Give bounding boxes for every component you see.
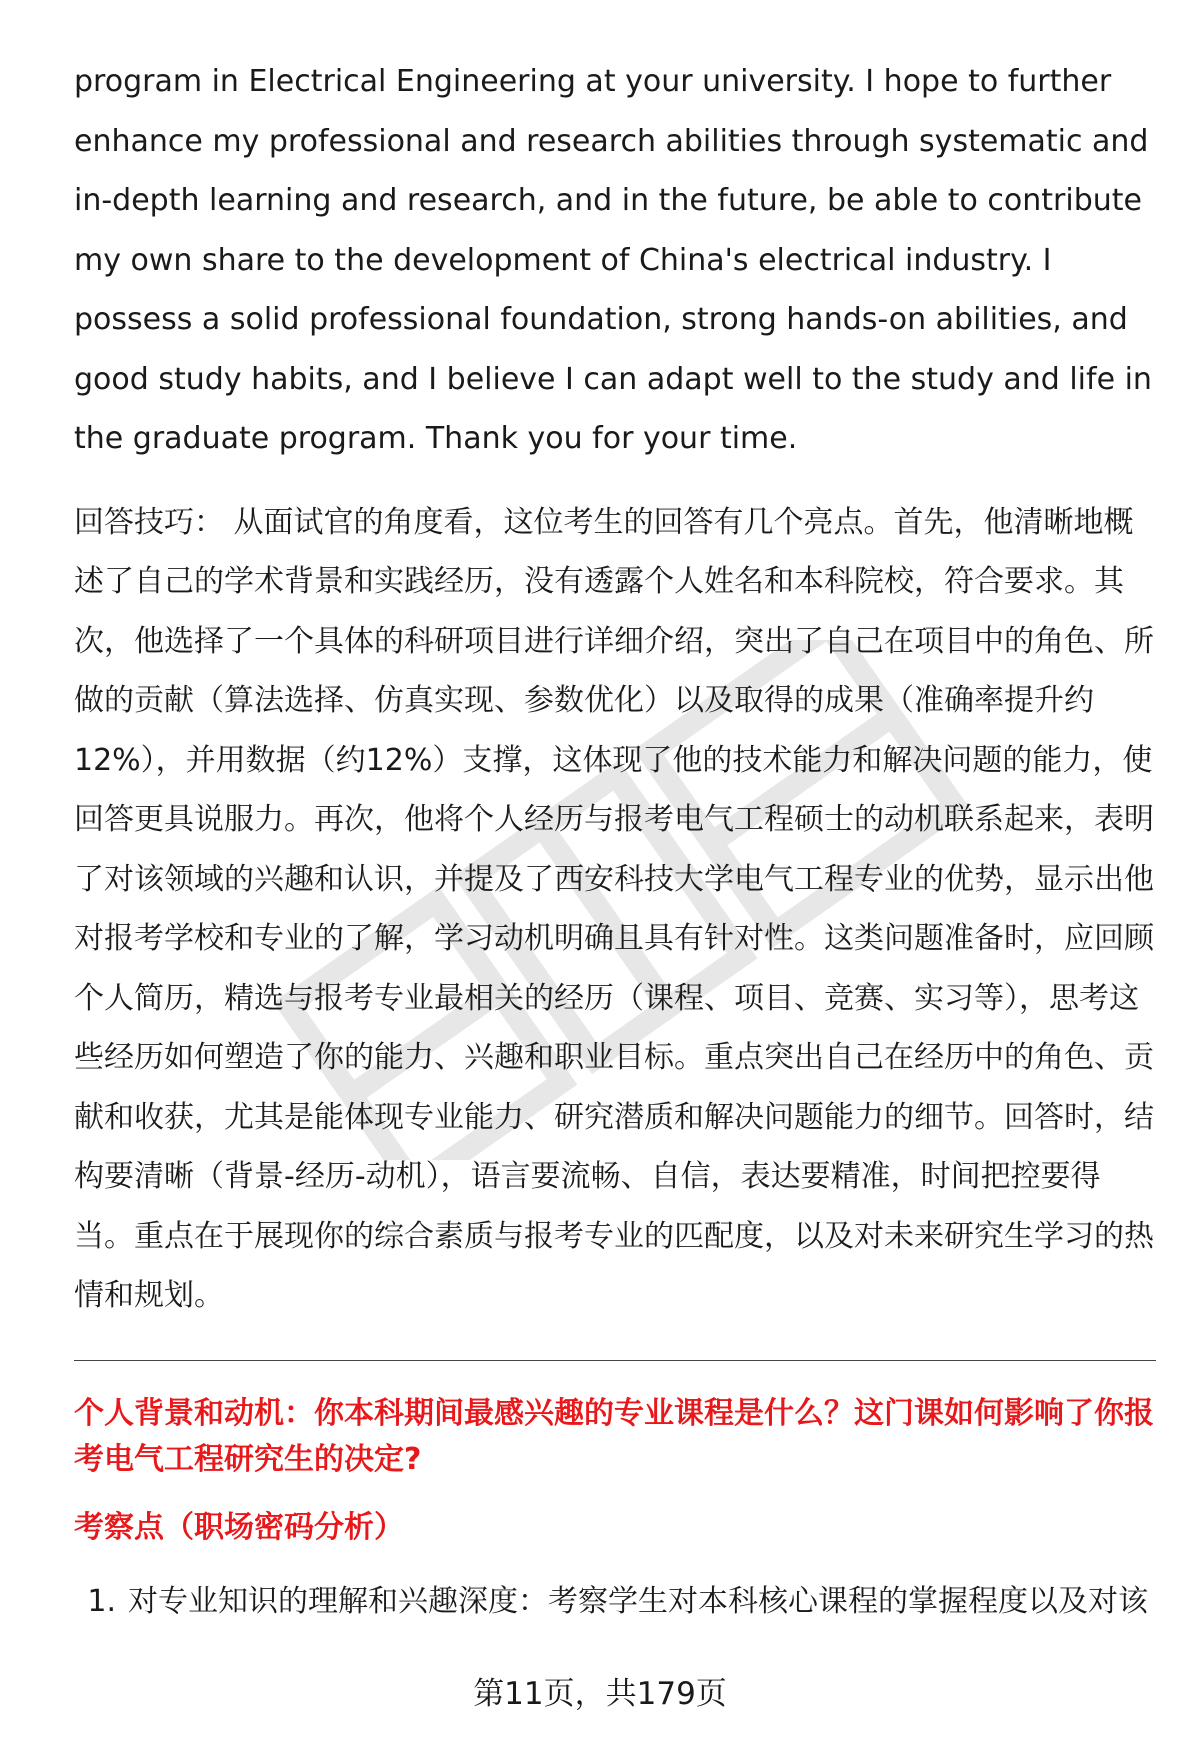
assessment-points-list [74, 1579, 1156, 1625]
list-item-text: 对专业知识的理解和兴趣深度：考察学生对本科核心课程的掌握程度以及对该 [128, 1583, 1148, 1619]
answer-tips-paragraph: 回答技巧： 从面试官的角度看，这位考生的回答有几个亮点。首先，他清晰地概述了自己的学术背景和实践经历，没有透露个人姓名和本科院校，符合要求。其次，他选择了一个具体的科研项目进行详细介绍，突出了自己在项目中的角色、所做的贡献（算法选择、仿真实现、参数优化）以及取得的成果（准确率提升约12%），并用数据（约12%）支撑，这体现了他的技术能力和解决问题的能力，使回答更具说服力。再次，他将个人经历与报考电气工程硕士的动机联系起来，表明了对该领域的兴趣和认识，并提及了西安科技大学电气工程专业的优势，显示出他对报考学校和专业的了解，学习动机明确且具有针对性。这类问题准备时，应回顾个人简历，精选与报考专业最相关的经历（课程、项目、竞赛、实习等），思考这些经历如何塑造了你的能力、兴趣和职业目标。重点突出自己在经历中的角色、贡献和收获，尤其是能体现专业能力、研究潜质和解决问题能力的细节。回答时，结构要清晰（背景-经历-动机），语言要流畅、自信，表达要精准，时间把控要得当。重点在于展现你的综合素质与报考专业的匹配度，以及对未来研究生学习的热情和规划。 [74, 504, 1154, 1313]
english-answer-paragraph: program in Electrical Engineering at your university. I hope to further enhance my professional and research abilities through systematic and in-depth learning and research, and in the future, be able to contribute my own share to the development of China's electrical industry. I possess a solid professional foundation, strong hands-on abilities, and good study habits, and I believe I can adapt well to the study and life in the graduate program. Thank you for your time. [74, 64, 1152, 456]
assessment-points-heading: 考察点（职场密码分析） [74, 1509, 404, 1545]
document-page [74, 52, 1156, 1625]
section-divider [74, 1360, 1156, 1361]
list-item-number: 1. [87, 1583, 116, 1619]
page-footer: 第11页，共179页 [473, 1676, 727, 1712]
question-heading: 个人背景和动机：你本科期间最感兴趣的专业课程是什么？这门课如何影响了你报考电气工程研究生的决定? [74, 1395, 1154, 1477]
list-item [74, 1579, 1156, 1625]
